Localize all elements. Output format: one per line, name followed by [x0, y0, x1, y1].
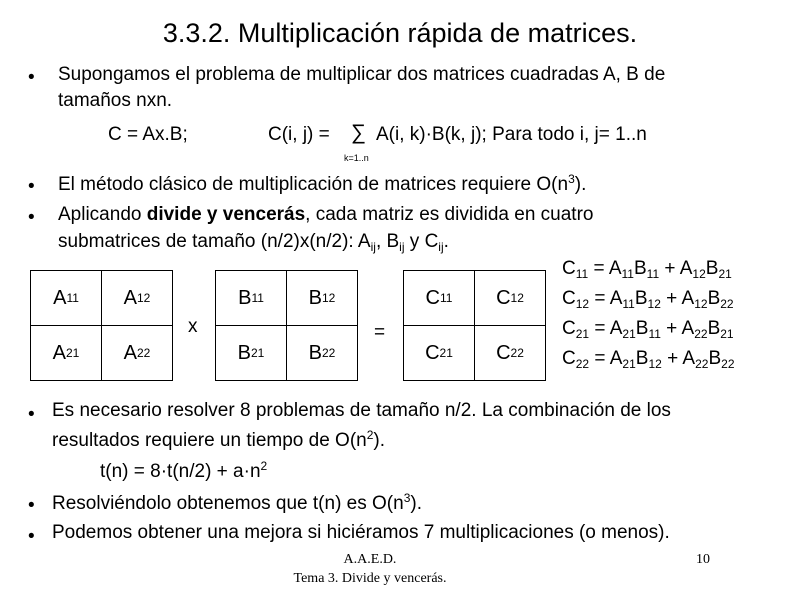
bullet-5: Resolviéndolo obtenemos que t(n) es $O(n^3)$. — [52, 491, 422, 514]
times-symbol: x — [188, 316, 198, 337]
equation-c11: $C_{11} = A_{11}B_{11} + A_{12}B_{21}$ — [562, 258, 732, 281]
matrix-a-cell: A 21 — [30, 325, 102, 381]
bullet-dot: • — [28, 207, 35, 228]
bullet-dot: • — [28, 404, 35, 425]
bullet-dot: • — [28, 526, 35, 547]
matrix-c-cell: C 12 — [474, 270, 546, 326]
bullet-6: Podemos obtener una mejora si hiciéramos 7 multiplicaciones (o menos). — [52, 522, 670, 543]
bullet-3-line-1: Aplicando divide y vencerás, cada matriz es dividida en cuatro — [58, 204, 594, 225]
bullet-dot: • — [28, 176, 35, 197]
sigma-symbol: ∑ — [351, 121, 366, 144]
bullet-1-line-1: Supongamos el problema de multiplicar dos matrices cuadradas A, B de — [58, 64, 666, 85]
slide-title: 3.3.2. Multiplicación rápida de matrices. — [162, 18, 638, 48]
matrix-a-cell: A 22 — [101, 325, 173, 381]
matrix-c-cell: C 21 — [403, 325, 475, 381]
footer-topic: Tema 3. Divide y vencerás. — [293, 571, 447, 586]
equals-symbol: = — [374, 322, 386, 343]
formula-c-ij: C(i, j) = — [268, 124, 330, 145]
matrix-c-cell: C 11 — [403, 270, 475, 326]
bullet-1-line-2: tamaños nxn. — [58, 90, 173, 111]
footer-course: A.A.E.D. — [343, 552, 397, 567]
formula-c-definition: C = Ax.B; — [108, 124, 188, 145]
formula-sum-range: k=1..n — [344, 153, 369, 163]
page-number: 10 — [696, 552, 710, 567]
bullet-dot: • — [28, 67, 35, 88]
matrix-a-cell: A 11 — [30, 270, 102, 326]
matrix-a-cell: A 12 — [101, 270, 173, 326]
matrix-c-cell: C 22 — [474, 325, 546, 381]
matrix-b-cell: B 12 — [286, 270, 358, 326]
formula-body: A(i, k)·B(k, j); Para todo i, j= 1..n — [376, 124, 647, 145]
matrix-b-cell: B 21 — [215, 325, 287, 381]
bullet-4-line-1: Es necesario resolver 8 problemas de tamaño n/2. La combinación de los — [52, 400, 671, 421]
equation-c12: $C_{12} = A_{11}B_{12} + A_{12}B_{22}$ — [562, 288, 734, 311]
equation-c21: $C_{21} = A_{21}B_{11} + A_{22}B_{21}$ — [562, 318, 734, 341]
bullet-3-line-2: submatrices de tamaño (n/2)x(n/2): $A_{ij}$, $B_{ij}$ y $C_{ij}$. — [58, 231, 449, 254]
equation-c22: $C_{22} = A_{21}B_{12} + A_{22}B_{22}$ — [562, 348, 735, 371]
matrix-b-cell: B 22 — [286, 325, 358, 381]
bullet-2: El método clásico de multiplicación de matrices requiere $O(n^3)$. — [58, 172, 587, 195]
bullet-4-line-2: resultados requiere un tiempo de $O(n^2)$. — [52, 428, 386, 451]
bullet-dot: • — [28, 495, 35, 516]
matrix-b-cell: B 11 — [215, 270, 287, 326]
recurrence-equation: $t(n) = 8\cdot t(n/2) + a\cdot n^2$ — [100, 459, 268, 482]
